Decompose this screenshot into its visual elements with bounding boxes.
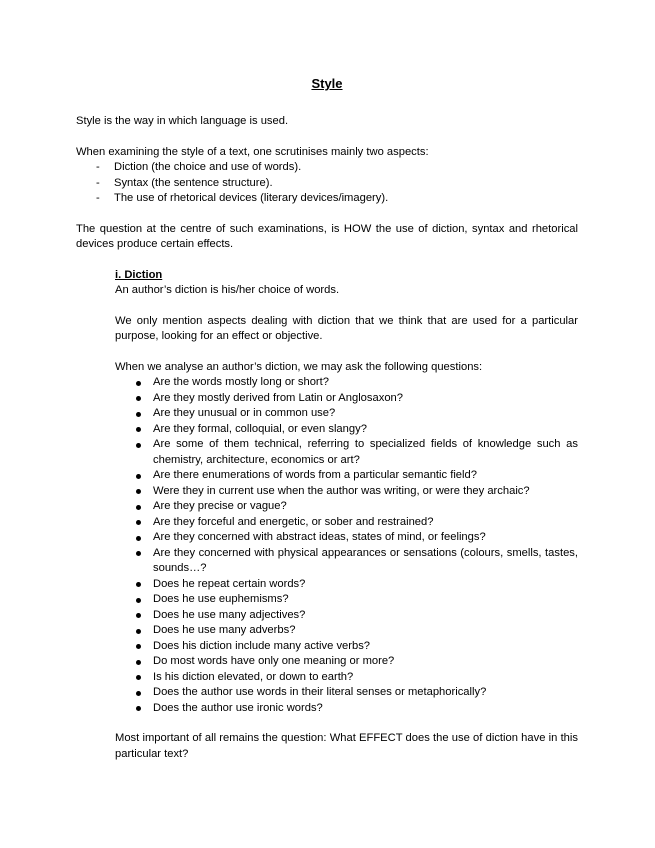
diction-questions-list [115,375,578,716]
question-item [115,437,578,468]
aspect-text: Syntax (the sentence structure). [114,176,273,189]
question-text: Does he use many adverbs? [153,624,296,636]
question-item [115,592,578,608]
aspect-item [76,176,578,192]
question-item [115,515,578,531]
question-text: Does he use many adjectives? [153,608,306,621]
diction-definition: An author’s diction is his/her choice of words. [115,284,340,296]
diction-heading: i. Diction [115,268,163,281]
question-item [115,639,578,655]
bullet-icon [136,505,141,510]
question-item [115,546,578,577]
question-item [115,391,578,407]
question-item [115,654,578,670]
aspects-list [76,160,578,207]
dash-marker: - [96,161,100,173]
question-text: Does the author use words in their literal senses or metaphorically? [153,686,487,698]
question-item [115,608,578,624]
question-text: Are they concerned with abstract ideas, states of mind, or feelings? [153,531,486,543]
question-text: Are they precise or vague? [153,500,287,512]
dash-marker: - [96,176,100,189]
question-item [115,623,578,639]
question-text: Does he use euphemisms? [153,593,289,605]
question-text: Were they in current use when the author was writing, or were they archaic? [153,484,530,497]
question-text: Are they formal, colloquial, or even slangy? [153,422,367,435]
bullet-icon [136,629,141,634]
aspect-item [76,160,578,176]
question-text: Are the words mostly long or short? [153,376,329,388]
question-item [115,375,578,391]
central-question-paragraph: The question at the centre of such examinations, is HOW the use of diction, syntax and rhetorical devices produce certain effects. [76,222,578,250]
bullet-icon [136,582,141,587]
document-page [76,76,578,762]
intro-paragraph: Style is the way in which language is used. [76,115,289,127]
bullet-icon [136,598,141,603]
bullet-icon [136,660,141,665]
bullet-icon [136,412,141,417]
question-text: Does his diction include many active verbs? [153,639,371,652]
question-item [115,484,578,500]
aspect-text: Diction (the choice and use of words). [114,161,302,173]
aspect-item [76,191,578,207]
bullet-icon [136,443,141,448]
question-item [115,670,578,686]
diction-questions-intro: When we analyse an author’s diction, we may ask the following questions: [115,360,483,373]
question-item [115,422,578,438]
question-text: Do most words have only one meaning or more? [153,655,395,667]
question-item [115,468,578,484]
question-text: Does the author use ironic words? [153,701,323,714]
question-item [115,685,578,701]
aspect-text: The use of rhetorical devices (literary devices/imagery). [114,192,389,204]
question-text: Are they forceful and energetic, or sober and restrained? [153,515,434,528]
bullet-icon [136,691,141,696]
question-text: Is his diction elevated, or down to earth? [153,670,354,683]
bullet-icon [136,381,141,386]
bullet-icon [136,551,141,556]
dash-marker: - [96,192,100,204]
question-text: Does he repeat certain words? [153,577,306,590]
bullet-icon [136,489,141,494]
bullet-icon [136,474,141,479]
bullet-icon [136,644,141,649]
bullet-icon [136,613,141,618]
bullet-icon [136,675,141,680]
question-item [115,701,578,717]
diction-section [115,268,578,763]
bullet-icon [136,427,141,432]
diction-purpose: We only mention aspects dealing with diction that we think that are used for a particular purpose, looking for an effect or objective. [115,314,578,342]
question-text: Are they mostly derived from Latin or Anglosaxon? [153,391,403,404]
question-text: Are they unusual or in common use? [153,407,336,419]
aspects-intro: When examining the style of a text, one scrutinises mainly two aspects: [76,145,429,158]
question-item [115,577,578,593]
bullet-icon [136,706,141,711]
bullet-icon [136,520,141,525]
bullet-icon [136,396,141,401]
bullet-icon [136,536,141,541]
question-item [115,499,578,515]
diction-conclusion: Most important of all remains the question: What EFFECT does the use of diction have in this particular text? [115,732,578,760]
question-text: Are some of them technical, referring to specialized fields of knowledge such as chemistry, architecture, economics or art? [153,438,578,466]
question-text: Are they concerned with physical appearances or sensations (colours, smells, tastes, sounds…? [153,546,578,574]
question-item [115,530,578,546]
question-text: Are there enumerations of words from a particular semantic field? [153,469,477,481]
page-title: Style [311,76,343,91]
question-item [115,406,578,422]
